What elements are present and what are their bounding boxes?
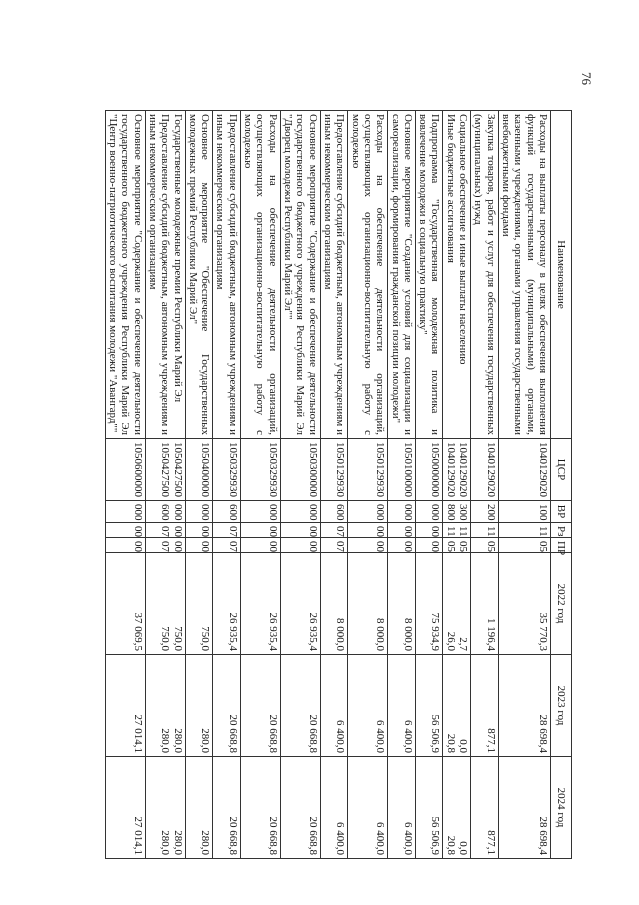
table-row	[320, 111, 348, 859]
row-name: Закупка товаров, работ и услуг для обеспечения государственных (муниципальных) нужд	[471, 111, 499, 439]
row-2022: 35 770,3	[498, 553, 550, 655]
row-2022: 26 935,4	[280, 553, 320, 655]
row-pr: 00	[240, 538, 280, 553]
budget-table	[105, 110, 572, 859]
row-2023-item: 20,8	[444, 733, 457, 753]
row-vr	[145, 501, 185, 523]
row-2024: 20 668,8	[213, 757, 241, 859]
row-vr: 600	[213, 501, 241, 523]
row-2023: 28 698,4	[498, 655, 550, 757]
row-2022	[145, 553, 185, 655]
row-pr	[443, 538, 471, 553]
row-pr: 00	[185, 538, 213, 553]
row-vr-item: 800	[444, 504, 457, 521]
header-2023: 2023 год	[551, 655, 572, 757]
row-rz: 07	[213, 523, 241, 538]
row-2022: 750,0	[185, 553, 213, 655]
row-name	[443, 111, 471, 439]
row-code: 1050329930	[213, 439, 241, 501]
row-rz-item: 07	[159, 526, 172, 537]
row-2024	[443, 757, 471, 859]
row-rz: 00	[388, 523, 416, 538]
row-2024-item: 20,8	[444, 835, 457, 855]
row-rz: 11	[471, 523, 499, 538]
row-vr: 000	[185, 501, 213, 523]
row-name-item: Предоставление субсидий бюджетным, автономным учреждениям и иным некоммерческим организациям	[146, 114, 172, 435]
page-number: 76	[579, 72, 594, 85]
row-2022: 37 069,5	[105, 553, 145, 655]
header-vr: ВР	[551, 501, 572, 523]
row-name: Основное мероприятие "Создание условий для социализации и самореализации, формирования гражданской позиции молодежи"	[388, 111, 416, 439]
row-rz-item: 11	[457, 526, 470, 537]
row-code: 1050400000	[185, 439, 213, 501]
row-2022: 8 000,0	[320, 553, 348, 655]
row-rz	[145, 523, 185, 538]
row-pr-item: 07	[159, 541, 172, 552]
row-vr-item: 600	[159, 504, 172, 521]
table-row	[213, 111, 241, 859]
row-name-item: Иные бюджетные ассигнования	[444, 114, 457, 263]
row-2024: 56 506,9	[415, 757, 443, 859]
header-2022: 2022 год	[551, 553, 572, 655]
row-pr-item: 05	[457, 541, 470, 552]
row-name-item: Государственные молодежные премии Республики Марий Эл	[171, 114, 184, 403]
row-vr-item: 000	[171, 504, 184, 521]
row-vr: 000	[105, 501, 145, 523]
row-vr-item: 300	[457, 504, 470, 521]
row-2023: 27 014,1	[105, 655, 145, 757]
row-2022: 75 934,9	[415, 553, 443, 655]
row-pr-item: 05	[444, 541, 457, 552]
row-name-item: Социальное обеспечение и иные выплаты населению	[457, 114, 470, 365]
table-row	[471, 111, 499, 859]
row-2024: 20 668,8	[280, 757, 320, 859]
row-2022-item: 750,0	[159, 626, 172, 651]
row-2023: 20 668,8	[280, 655, 320, 757]
row-rz: 00	[240, 523, 280, 538]
row-pr: 05	[471, 538, 499, 553]
table-row	[240, 111, 280, 859]
row-pr: 05	[498, 538, 550, 553]
row-name: Основное мероприятие "Содержание и обеспечение деятельности государственного бюджетного учреждения Республики Марий Эл "Дворец молодежи Республики Марий Эл""	[280, 111, 320, 439]
row-pr: 00	[388, 538, 416, 553]
row-vr: 200	[471, 501, 499, 523]
table-row-merged	[145, 111, 185, 859]
row-2023	[443, 655, 471, 757]
row-rz: 00	[415, 523, 443, 538]
row-2023: 280,0	[185, 655, 213, 757]
row-2022	[443, 553, 471, 655]
row-vr: 100	[498, 501, 550, 523]
table-row	[415, 111, 443, 859]
header-code: ЦСР	[551, 439, 572, 501]
row-2022: 1 196,4	[471, 553, 499, 655]
row-name: Предоставление субсидий бюджетным, автономным учреждениям и иным некоммерческим организациям	[320, 111, 348, 439]
row-name: Основное мероприятие "Содержание и обеспечение деятельности государственного бюджетного учреждения Республики Марий Эл "Центр военно-патриотического воспитания молодежи "Авангард""	[105, 111, 145, 439]
table-row	[498, 111, 550, 859]
row-name: Основное мероприятие "Обеспечение Государственных молодежных премий Республики Марий Эл"	[185, 111, 213, 439]
row-code-item: 1050427500	[159, 442, 172, 497]
row-vr: 600	[320, 501, 348, 523]
row-2023-item: 0,0	[457, 739, 470, 753]
row-code-item: 1040129020	[444, 442, 457, 497]
row-rz: 00	[280, 523, 320, 538]
row-pr: 00	[348, 538, 388, 553]
row-vr: 000	[388, 501, 416, 523]
row-code: 1050329930	[240, 439, 280, 501]
row-2024: 6 400,0	[320, 757, 348, 859]
row-2023	[145, 655, 185, 757]
row-vr: 000	[240, 501, 280, 523]
row-2022-item: 26,0	[444, 631, 457, 651]
row-code: 1050600000	[105, 439, 145, 501]
row-vr: 000	[415, 501, 443, 523]
row-pr: 07	[320, 538, 348, 553]
row-code	[145, 439, 185, 501]
row-name: Расходы на выплаты персоналу в целях обеспечения выполнения функций государственными (муниципальными) органами, казенными учреждениями, органами управления государственными внебюджетными фондами	[498, 111, 550, 439]
row-2022-item: 750,0	[171, 626, 184, 651]
row-2023: 6 400,0	[388, 655, 416, 757]
row-pr: 07	[213, 538, 241, 553]
rotated-table-area	[98, 110, 572, 858]
row-rz: 00	[185, 523, 213, 538]
table-row	[348, 111, 388, 859]
header-rz: Рз	[551, 523, 572, 538]
row-2023: 20 668,8	[240, 655, 280, 757]
row-2024-item: 280,0	[159, 830, 172, 855]
row-rz: 07	[320, 523, 348, 538]
row-2022: 26 935,4	[240, 553, 280, 655]
row-2023: 6 400,0	[348, 655, 388, 757]
row-code: 1050000000	[415, 439, 443, 501]
row-rz-item: 00	[171, 526, 184, 537]
header-row	[551, 111, 572, 859]
row-code: 1050129930	[320, 439, 348, 501]
row-code	[443, 439, 471, 501]
row-name	[145, 111, 185, 439]
row-vr: 000	[280, 501, 320, 523]
row-name: Расходы на обеспечение деятельности организаций, осуществляющих организационно-воспитательную работу с молодежью	[348, 111, 388, 439]
row-2023: 877,1	[471, 655, 499, 757]
row-name: Подпрограмма "Государственная молодежная политика и вовлечение молодежи в социальную практику"	[415, 111, 443, 439]
table-row	[105, 111, 145, 859]
row-rz: 11	[498, 523, 550, 538]
header-2024: 2024 год	[551, 757, 572, 859]
row-vr	[443, 501, 471, 523]
row-2024-item: 0,0	[457, 841, 470, 855]
table-row	[185, 111, 213, 859]
row-2022-item: 2,7	[457, 637, 470, 651]
row-code: 1040129020	[471, 439, 499, 501]
row-name: Расходы на обеспечение деятельности организаций, осуществляющих организационно-воспитательную работу с молодежью	[240, 111, 280, 439]
row-vr: 000	[348, 501, 388, 523]
row-2022: 26 935,4	[213, 553, 241, 655]
table-row-merged	[443, 111, 471, 859]
row-2024: 27 014,1	[105, 757, 145, 859]
table-row	[280, 111, 320, 859]
row-code-item: 1040129020	[457, 442, 470, 497]
row-2024: 280,0	[185, 757, 213, 859]
header-pr: ПР	[551, 538, 572, 553]
row-rz	[443, 523, 471, 538]
row-2023-item: 280,0	[171, 728, 184, 753]
row-2024: 28 698,4	[498, 757, 550, 859]
header-name: Наименование	[551, 111, 572, 439]
row-pr	[145, 538, 185, 553]
row-code: 1050300000	[280, 439, 320, 501]
row-code: 1050100000	[388, 439, 416, 501]
row-2023: 20 668,8	[213, 655, 241, 757]
row-rz: 00	[348, 523, 388, 538]
row-rz: 00	[105, 523, 145, 538]
row-2022: 8 000,0	[348, 553, 388, 655]
row-2024	[145, 757, 185, 859]
row-2023: 6 400,0	[320, 655, 348, 757]
row-pr: 00	[415, 538, 443, 553]
row-2023: 56 506,9	[415, 655, 443, 757]
row-pr: 00	[105, 538, 145, 553]
row-code-item: 1050427500	[171, 442, 184, 497]
row-2024: 6 400,0	[388, 757, 416, 859]
row-2024-item: 280,0	[171, 830, 184, 855]
row-2024: 6 400,0	[348, 757, 388, 859]
row-2024: 20 668,8	[240, 757, 280, 859]
row-2022: 8 000,0	[388, 553, 416, 655]
row-pr-item: 00	[171, 541, 184, 552]
row-pr: 00	[280, 538, 320, 553]
row-name: Предоставление субсидий бюджетным, автономным учреждениям и иным некоммерческим организациям	[213, 111, 241, 439]
row-2023-item: 280,0	[159, 728, 172, 753]
row-2024: 877,1	[471, 757, 499, 859]
row-code: 1050129930	[348, 439, 388, 501]
row-code: 1040129020	[498, 439, 550, 501]
table-row	[388, 111, 416, 859]
row-rz-item: 11	[444, 526, 457, 537]
